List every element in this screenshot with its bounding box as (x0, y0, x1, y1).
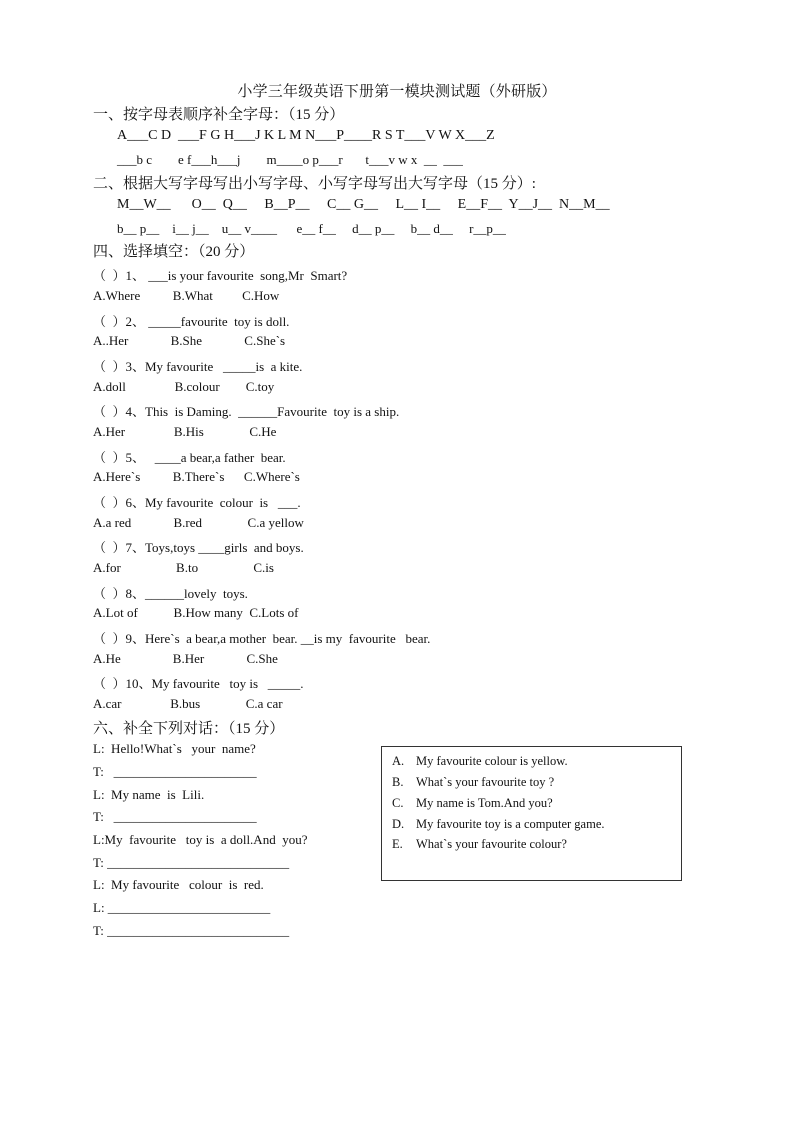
dialogue-line-3: L: My name is Lili. (93, 787, 205, 802)
option-e: E. What`s your favourite colour? (392, 837, 567, 851)
dialogue-line-2[interactable]: T: ______________________ (93, 764, 257, 779)
question-3-options: A.doll B.colour C.toy (93, 379, 275, 394)
option-a: A. My favourite colour is yellow. (392, 754, 568, 768)
question-9: （ ）9、Here`s a bear,a mother bear. __is my favourite bear. (93, 631, 431, 646)
question-6: （ ）6、My favourite colour is ___. (93, 495, 301, 510)
alphabet-row-1: A___C D ___F G H___J K L M N___P____R S T___V W X___Z (117, 128, 495, 143)
question-2: （ ）2、 _____favourite toy is doll. (93, 314, 290, 329)
question-1-options: A.Where B.What C.How (93, 288, 280, 303)
dialogue-line-5: L:My favourite toy is a doll.And you? (93, 832, 308, 847)
case-row-1: M__W__ O__ Q__ B__P__ C__ G__ L__ I__ E__F__ Y__J__ N__M__ (117, 197, 610, 212)
question-7: （ ）7、Toys,toys ____girls and boys. (93, 540, 304, 555)
question-8-options: A.Lot of B.How many C.Lots of (93, 605, 299, 620)
dialogue-line-1: L: Hello!What`s your name? (93, 741, 256, 756)
question-5: （ ）5、 ____a bear,a father bear. (93, 450, 286, 465)
question-8: （ ）8、______lovely toys. (93, 586, 248, 601)
dialogue-line-9[interactable]: T: ____________________________ (93, 923, 290, 938)
option-d: D. My favourite toy is a computer game. (392, 817, 605, 831)
question-2-options: A..Her B.She C.She`s (93, 333, 286, 348)
option-b: B. What`s your favourite toy ? (392, 775, 555, 789)
question-4-options: A.Her B.His C.He (93, 424, 277, 439)
section6-heading: 六、补全下列对话：（15 分） (93, 721, 285, 737)
page-title: 小学三年级英语下册第一模块测试题（外研版） (237, 84, 557, 100)
question-3: （ ）3、My favourite _____is a kite. (93, 359, 303, 374)
section4-heading: 四、选择填空：（20 分） (93, 244, 255, 260)
question-6-options: A.a red B.red C.a yellow (93, 515, 304, 530)
case-row-2: b__ p__ i__ j__ u__ v____ e__ f__ d__ p__ b__ d__ r__p__ (117, 221, 506, 236)
question-9-options: A.He B.Her C.She (93, 651, 278, 666)
section1-heading: 一、按字母表顺序补全字母：（15 分） (93, 107, 345, 123)
question-1: （ ）1、 ___is your favourite song,Mr Smart? (93, 268, 348, 283)
dialogue-line-8[interactable]: L: _________________________ (93, 900, 271, 915)
question-10: （ ）10、My favourite toy is _____. (93, 676, 304, 691)
section2-heading: 二、根据大写字母写出小写字母、小写字母写出大写字母（15 分）: (93, 176, 536, 192)
question-10-options: A.car B.bus C.a car (93, 696, 283, 711)
question-4: （ ）4、This is Daming. ______Favourite toy is a ship. (93, 404, 400, 419)
dialogue-line-6[interactable]: T: ____________________________ (93, 855, 290, 870)
option-c: C. My name is Tom.And you? (392, 796, 553, 810)
dialogue-line-7: L: My favourite colour is red. (93, 877, 264, 892)
dialogue-options-box (381, 746, 682, 881)
dialogue-line-4[interactable]: T: ______________________ (93, 809, 257, 824)
alphabet-row-2: ___b c e f___h___j m____o p___r t___v w x __ ___ (117, 152, 463, 167)
question-5-options: A.Here`s B.There`s C.Where`s (93, 469, 300, 484)
question-7-options: A.for B.to C.is (93, 560, 274, 575)
